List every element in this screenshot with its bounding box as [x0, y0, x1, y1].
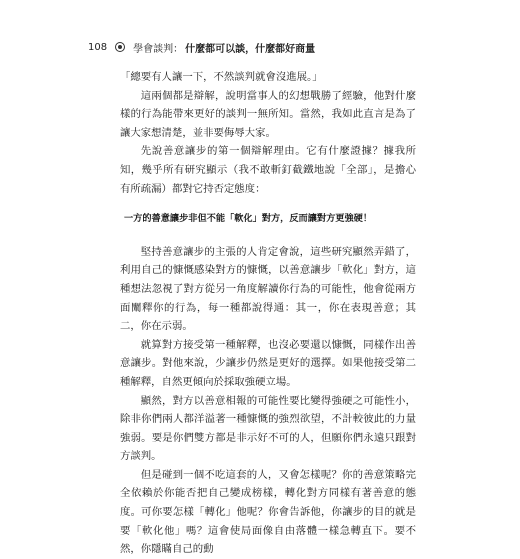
body-text: [120, 68, 416, 559]
book-title: 什麼都可以談，什麼都好商量: [185, 43, 316, 55]
highlighted-quote: 一方的善意讓步非但不能「軟化」對方，反而讓對方更強硬！: [124, 213, 373, 225]
paragraph: 顯然，對方以善意相報的可能性要比變得強硬之可能性小，除非你們兩人都洋溢著一種慷慨的強烈欲望，不計較彼此的力量強弱。要是你們雙方都是非示好不可的人，但願你們永遠只跟對方談判。: [120, 394, 416, 463]
paragraph: 就算對方接受第一種解釋，也沒必要還以慷慨，同樣作出善意讓步。對他來說，少讓步仍然是更好的選擇。如果他接受第二種解釋，自然更傾向於採取強硬立場。: [120, 338, 416, 388]
paragraph: 先說善意讓步的第一個辯解理由。它有什麼證據？據我所知，幾乎所有研究顯示（我不敢斬釘截鐵地說「全部」，是擔心有所疏漏）都對它持否定態度：: [120, 145, 416, 195]
running-header: [88, 40, 315, 54]
circle-bullet-icon: [115, 42, 125, 52]
page-number: 108: [88, 41, 108, 53]
paragraph: 但是碰到一個不吃這套的人，又會怎樣呢？你的善意策略完全依賴於你能否把自己變成榜樣，轉化對方同樣有著善意的態度。可你要怎樣「轉化」他呢？你會告訴他，你讓步的目的就是要「軟化他」嗎？這會使局面像自由落體一樣急轉直下。要不然，你隱瞞自己的動: [120, 468, 416, 556]
paragraph: 這兩個都是辯解，說明當事人的幻想戰勝了經驗，他對什麼樣的行為能帶來更好的談判一無所知。當然，我如此直言是為了讓大家想清楚，並非要侮辱大家。: [120, 89, 416, 139]
paragraph: 堅持善意讓步的主張的人肯定會說，這些研究顯然弄錯了，利用自己的慷慨感染對方的慷慨，以善意讓步「軟化」對方，這種想法忽視了對方從另一角度解讀你行為的可能性，他會從兩方面闡釋你的行為，每一種都說得通：其一，你在表現善意；其二，你在示弱。: [120, 245, 416, 333]
paragraph: 「總要有人讓一下，不然談判就會沒進展。」: [120, 71, 323, 83]
book-series-label: 學會談判：: [133, 43, 184, 55]
